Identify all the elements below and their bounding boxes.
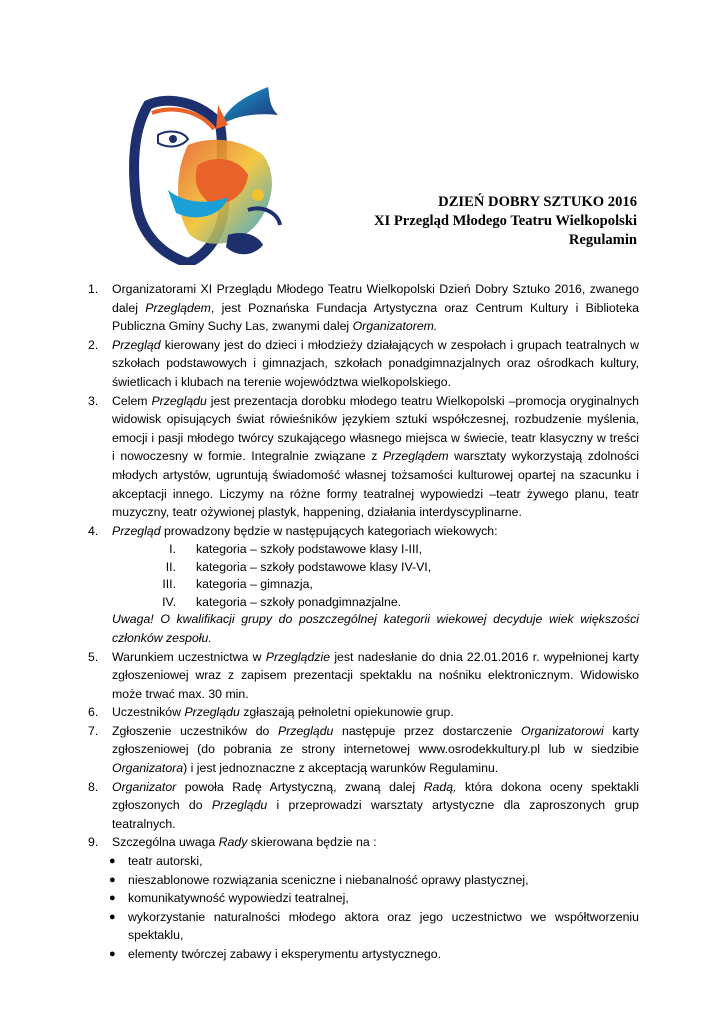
item-text: i przeprowadzi warsztaty artystyczne dla zaproszonych grup teatralnych. [112,798,639,831]
bullet-icon: ● [109,892,116,905]
regulation-item-5 [88,648,639,704]
item-number: 8. [88,779,99,794]
item-text: ) i jest jednoznaczne z akceptacją warunków Regulaminu. [183,761,499,776]
regulation-item-6 [88,703,639,722]
festival-title: DZIEŃ DOBRY SZTUKO 2016 [438,194,637,210]
item-text-italic: Przeglądu [151,393,207,408]
category-note: Uwaga! O kwalifikacji grupy do poszczególnej kategorii wiekowej decyduje wiek większości członków zespołu. [112,612,639,645]
item-text: warsztaty wykorzystają zdolności młodych artystów, ugruntują świadomość własnej tożsamości kulturowej opartej na szacunku i akceptacji innego. Liczymy na różne formy teatralnej wypowiedzi –teatr żywego planu, teatr muzyczny, teatr ożywionej plastyk, happening, działania interdyscyplinarne. [112,449,639,520]
festival-subtitle: XI Przegląd Młodego Teatru Wielkopolski [374,213,637,229]
list-item-text: nieszablonowe rozwiązania sceniczne i niebanalność oprawy plastycznej, [128,872,529,887]
category-numeral: IV. [162,594,176,609]
item-text-italic: Przeglądem [145,300,211,315]
category-numeral: III. [162,577,176,592]
item-text-italic: Rady [218,835,248,850]
item-text-italic: Organizatorem. [352,319,438,334]
item-text: Organizatorami XI Przeglądu Młodego Teatru Wielkopolski Dzień Dobry Sztuko 2016, zwanego dalej [112,282,639,315]
category-text: kategoria – szkoły ponadgimnazjalne. [196,594,402,609]
item-number: 7. [88,723,99,738]
item-text: skierowana będzie na : [247,835,377,850]
regulations-body [88,280,639,964]
item-text: zgłaszają pełnoletni opiekunowie grup. [239,705,454,720]
item-text: następuje przez dostarczenie [333,723,521,738]
item-text-italic: Organizatorowi [521,723,604,738]
list-item [88,908,639,945]
item-number: 9. [88,835,99,850]
age-categories-list [112,540,639,610]
age-category [112,593,639,611]
age-category [112,558,639,576]
item-text-italic: Organizator [112,779,177,794]
item-text: Warunkiem uczestnictwa w [112,649,266,664]
item-number: 6. [88,705,99,720]
item-text-italic: Przegląd [112,523,161,538]
item-text: Szczególna uwaga [112,835,219,850]
list-item [88,889,639,908]
item-text-italic: Przeglądu [184,705,240,720]
item-text: Celem [112,393,152,408]
criteria-list [88,852,639,964]
category-text: kategoria – gimnazja, [196,577,313,592]
item-text-italic: Przeglądzie [265,649,331,664]
regulation-item-2 [88,336,639,392]
regulation-item-9 [88,833,639,852]
list-item-text: teatr autorski, [128,854,203,869]
list-item [88,852,639,871]
category-numeral: I. [169,542,176,557]
item-text-italic: Radą, [423,779,457,794]
item-text-italic: Przeglądu [211,798,268,813]
item-text-italic: Przeglądu [278,723,334,738]
item-text-italic: Przegląd [112,337,161,352]
category-text: kategoria – szkoły podstawowe klasy IV-VI, [196,559,432,574]
item-text: która dokona oceny spektakli zgłoszonych do [112,779,639,813]
item-number: 5. [88,649,99,664]
item-text-italic: Organizatora [112,761,184,776]
item-text: kierowany jest do dzieci i młodzieży działających w zespołach i grupach teatralnych w szkołach podstawowych i gimnazjach, szkołach ponadgimnazjalnych oraz ośrodkach kultury, świetlicach i klubach na terenie województwa wielkopolskiego. [112,337,639,389]
list-item [88,945,639,964]
list-item-text: komunikatywność wypowiedzi teatralnej, [128,891,349,906]
item-text: karty zgłoszeniowej (do pobrania ze strony internetowej www.osrodekkultury.pl lub w siedzibie [112,723,639,757]
item-number: 1. [88,282,99,296]
document-type: Regulamin [568,232,637,248]
item-text: powoła Radę Artystyczną, zwaną dalej [176,779,424,794]
document-header [374,193,637,250]
item-number: 4. [88,523,99,538]
item-text: jest prezentacja dorobku młodego teatru Wielkopolski –promocja oryginalnych widowisk opisujących świat rówieśników językiem sztuki współczesnej, rozbudzenie myślenia, emocji i pasji młodego twórcy szukającego własnego miejsca w świecie, teatr klasyczny w treści i nowoczesny w formie. Integralnie związane z [112,393,639,464]
regulation-item-3 [88,392,639,522]
bullet-icon: ● [109,855,116,868]
bullet-icon: ● [109,948,116,960]
list-item-text: elementy twórczej zabawy i eksperymentu artystycznego. [128,947,442,961]
festival-mask-logo [128,85,293,265]
bullet-icon: ● [109,910,116,923]
item-text: jest nadesłanie do dnia 22.01.2016 r. wypełnionej karty zgłoszeniowej wraz z zapisem prezentacji spektaklu na nośniku elektronicznym. Widowisko może trwać max. 30 min. [112,649,639,701]
bullet-icon: ● [109,873,116,886]
item-number: 3. [88,393,99,408]
item-text: Uczestników [112,705,185,720]
regulation-item-4 [88,522,639,648]
item-text-italic: Przeglądem [382,449,449,464]
item-text: prowadzony będzie w następujących kategoriach wiekowych: [160,523,498,538]
category-text: kategoria – szkoły podstawowe klasy I-III, [196,542,423,557]
list-item-text: wykorzystanie naturalności młodego aktora oraz jego uczestnictwo we współtworzeniu spektaklu, [128,909,639,943]
category-numeral: II. [165,559,176,574]
regulation-item-7 [88,722,639,778]
item-text: Zgłoszenie uczestników do [112,723,278,738]
age-category [112,540,639,558]
list-item [88,871,639,890]
regulation-item-1 [88,280,639,336]
item-number: 2. [88,337,99,352]
item-text: , jest Poznańska Fundacja Artystyczna oraz Centrum Kultury i Biblioteka Publiczna Gminy Suchy Las, zwanymi dalej [112,300,639,334]
age-category [112,575,639,593]
regulation-item-8 [88,778,639,834]
